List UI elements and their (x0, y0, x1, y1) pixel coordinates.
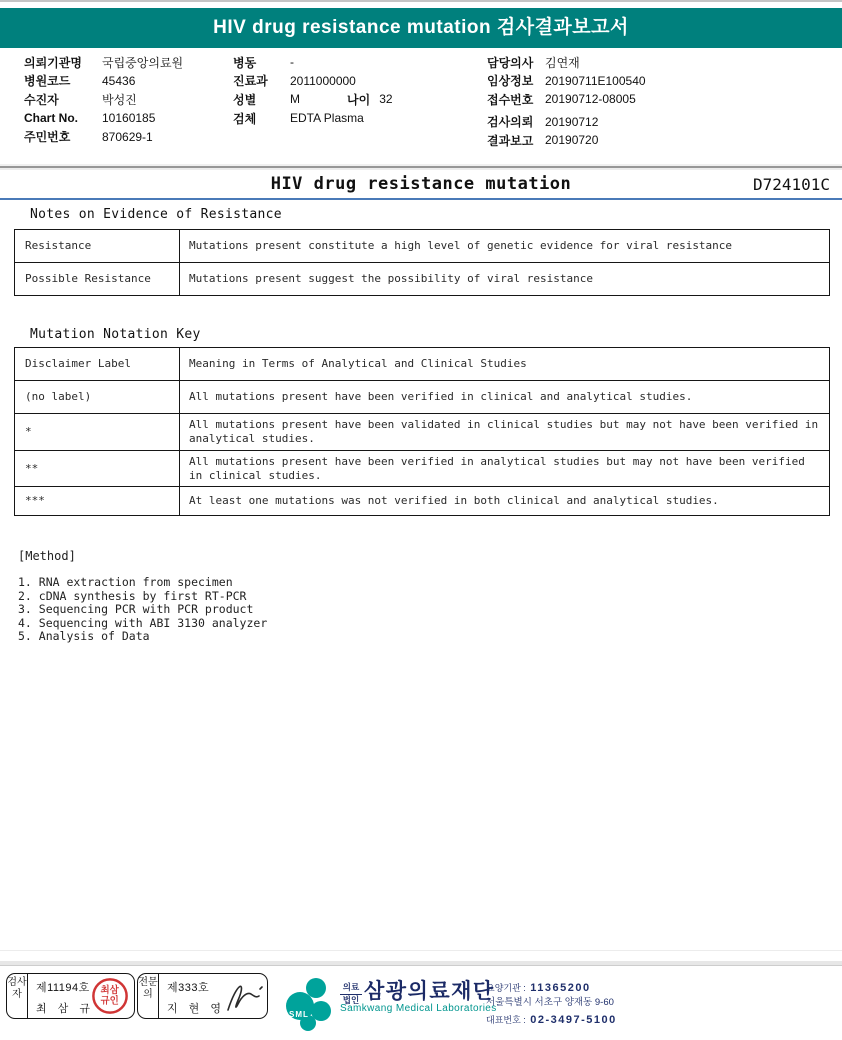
specialist-role-label: 전문의 (138, 974, 159, 1018)
evidence-table (14, 229, 830, 296)
seal-stamp-icon (91, 977, 129, 1015)
table-cell-meaning: All mutations present have been verified in clinical and analytical studies. (180, 381, 830, 414)
inspector-cert-number: 제11194호 (36, 982, 90, 994)
footer-faint-rule (0, 950, 842, 951)
method-step: 1. RNA extraction from specimen (18, 575, 233, 589)
info-label: 검사의뢰 (487, 115, 534, 130)
info-label: 접수번호 (487, 92, 534, 107)
table-cell-label: ** (15, 451, 180, 487)
lab-prefix-line1: 의료 (340, 983, 362, 995)
info-value: 20190711E100540 (545, 73, 646, 88)
info-row (233, 90, 483, 109)
report-title: HIV drug resistance mutation (270, 174, 572, 194)
table-cell-label: Disclaimer Label (15, 348, 180, 381)
evidence-section-heading: Notes on Evidence of Resistance (30, 207, 282, 222)
notation-section-heading: Mutation Notation Key (30, 327, 201, 342)
notation-table-body (15, 348, 830, 516)
title-underline-rule (0, 198, 842, 200)
method-step: 2. cDNA synthesis by first RT-PCR (18, 588, 247, 603)
table-cell-term: Possible Resistance (15, 263, 180, 296)
table-cell-term: Resistance (15, 230, 180, 263)
info-value: 870629-1 (102, 129, 153, 144)
method-step: 5. Analysis of Data (18, 629, 150, 644)
lab-contact-info (486, 979, 617, 1027)
method-list (18, 576, 267, 644)
svg-text:SML: SML (289, 1010, 309, 1019)
info-value: - (290, 55, 294, 70)
info-label: 성별 (233, 92, 257, 107)
info-value: M (290, 92, 300, 107)
info-label: 의뢰기관명 (24, 55, 82, 70)
table-row (15, 414, 830, 451)
info-value: 10160185 (102, 111, 156, 126)
info-row (24, 90, 234, 109)
inspector-role-label: 검사자 (7, 974, 28, 1018)
table-row (15, 451, 830, 487)
table-cell-description: Mutations present suggest the possibility of viral resistance (180, 263, 830, 296)
patient-info-column-middle (233, 53, 483, 127)
lab-name-korean: 삼광의료재단 (364, 980, 495, 1003)
info-row (24, 72, 234, 91)
info-label: Chart No. (24, 111, 78, 126)
info-value-secondary: 32 (379, 92, 393, 107)
info-value: 20190712-08005 (545, 92, 636, 107)
table-cell-description: Mutations present constitute a high level of genetic evidence for viral resistance (180, 230, 830, 263)
contact-label: 대표번호 : (486, 1015, 526, 1025)
info-row (24, 109, 234, 128)
report-code: D724101C (752, 175, 830, 194)
specialist-name: 지 현 영 (167, 1003, 225, 1015)
info-label: 결과보고 (487, 133, 534, 148)
info-row (24, 127, 234, 146)
info-label-secondary: 나이 (347, 92, 371, 107)
lab-name-english: Samkwang Medical Laboratories (340, 1003, 497, 1014)
method-heading: [Method] (18, 549, 76, 563)
svg-text:최삼: 최삼 (100, 985, 119, 997)
info-label: 담당의사 (487, 55, 534, 70)
report-title-bar (0, 172, 842, 197)
info-label: 수진자 (24, 92, 59, 107)
info-row (24, 53, 234, 72)
table-row (15, 263, 830, 296)
contact-label: 요양기관 : (486, 983, 526, 993)
contact-value: 02-3497-5100 (530, 1014, 617, 1026)
info-value: 국립중앙의료원 (102, 55, 184, 70)
evidence-table-body (15, 230, 830, 296)
contact-line-address: 서울특별시 서초구 양재동 9-60 (486, 997, 614, 1008)
inspector-cert-cell (28, 974, 134, 1018)
lab-prefix-line2: 법인 (342, 994, 360, 1005)
table-row (15, 348, 830, 381)
notation-key-table (14, 347, 830, 516)
table-cell-meaning: All mutations present have been verified in analytical studies but may not have been verified in clinical studies. (180, 451, 830, 487)
contact-line-institution (486, 979, 617, 995)
patient-info-column-right (487, 53, 827, 149)
specialist-cert-cell (159, 974, 267, 1018)
signature-icon (220, 974, 266, 1017)
sml-logo-icon (283, 976, 337, 1032)
info-row (233, 72, 483, 91)
info-row (487, 131, 827, 150)
lab-type-prefix (340, 983, 362, 1005)
info-label: 검체 (233, 111, 257, 126)
table-row (15, 487, 830, 516)
specialist-stamp-box (137, 973, 268, 1019)
info-value: 김연재 (545, 55, 580, 70)
contact-value: 11365200 (530, 982, 591, 994)
table-row (15, 381, 830, 414)
patient-info-column-left (24, 53, 234, 146)
info-row (487, 112, 827, 131)
method-step: 3. Sequencing PCR with PCR product (18, 602, 254, 617)
info-row (487, 53, 827, 72)
info-row (233, 53, 483, 72)
info-label: 주민번호 (24, 130, 71, 145)
report-banner-title: HIV drug resistance mutation 검사결과보고서 (0, 8, 842, 48)
contact-line-phone (486, 1011, 617, 1027)
table-cell-meaning: All mutations present have been validated in clinical studies but may not have been verified in analytical studies. (180, 414, 830, 451)
table-cell-meaning: At least one mutations was not verified in both clinical and analytical studies. (180, 487, 830, 516)
table-cell-meaning: Meaning in Terms of Analytical and Clinical Studies (180, 348, 830, 381)
info-value: EDTA Plasma (290, 111, 364, 126)
footer-divider-band (0, 961, 842, 966)
specialist-cert-number: 제333호 (167, 982, 210, 994)
info-label: 병원코드 (24, 74, 71, 89)
info-label: 진료과 (233, 74, 268, 89)
table-cell-label: * (15, 414, 180, 451)
info-label: 임상정보 (487, 74, 534, 89)
table-cell-label: (no label) (15, 381, 180, 414)
info-value: 45436 (102, 73, 136, 88)
svg-text:규인: 규인 (100, 995, 119, 1007)
info-row (487, 90, 827, 109)
inspector-name: 최 삼 규 (36, 1003, 94, 1015)
method-step: 4. Sequencing with ABI 3130 analyzer (18, 615, 268, 630)
info-row (233, 109, 483, 128)
info-value: 20190720 (545, 133, 599, 148)
info-value: 2011000000 (290, 73, 356, 88)
inspector-stamp-box (6, 973, 135, 1019)
info-value: 박성진 (102, 92, 137, 107)
info-value: 20190712 (545, 114, 599, 129)
table-cell-label: *** (15, 487, 180, 516)
info-row (487, 72, 827, 91)
section-divider (0, 166, 842, 168)
info-label: 병동 (233, 55, 257, 70)
table-row (15, 230, 830, 263)
page-top-rule (0, 0, 842, 2)
